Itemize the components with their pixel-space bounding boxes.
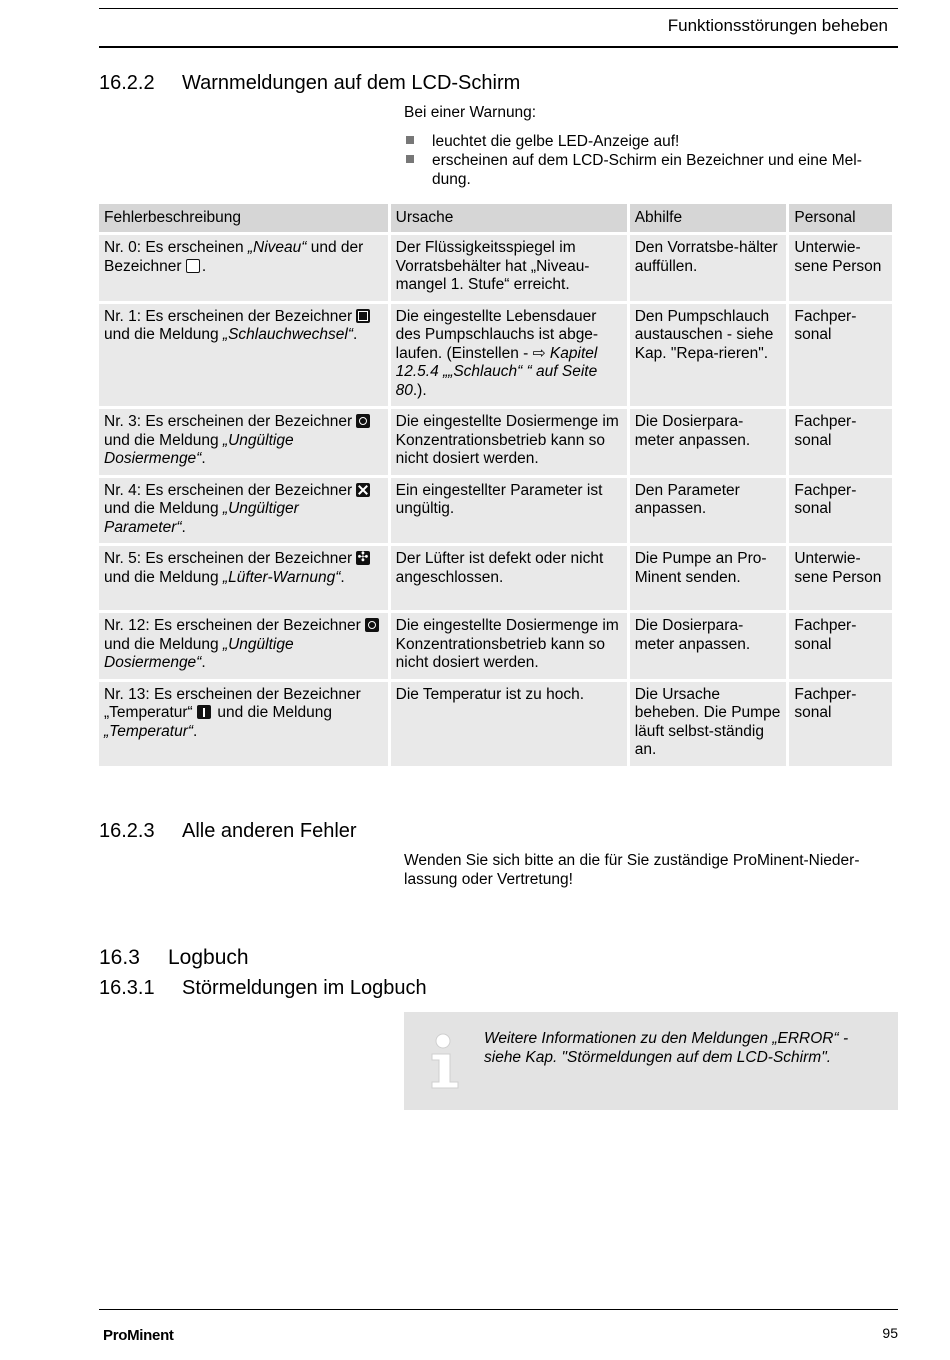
cell-description: Nr. 3: Es erscheinen der Bezeichner und die Meldung „Ungültige Dosiermenge“.: [99, 409, 388, 475]
table-row: [99, 613, 892, 679]
running-header-title: Funktionsstörungen beheben: [667, 16, 888, 35]
cell-cause: Die eingestellte Dosiermenge im Konzentrationsbetrieb kann so nicht dosiert werden.: [391, 409, 627, 475]
cell-remedy: Den Vorratsbe-hälter auffüllen.: [630, 235, 787, 301]
cell-staff: Unterwie-sene Person: [789, 546, 892, 610]
header-bottom-rule: [99, 46, 898, 48]
bullet-square-icon: [406, 155, 414, 163]
section-number: 16.2.2: [99, 72, 155, 94]
cell-description: Nr. 12: Es erscheinen der Bezeichner und die Meldung „Ungültige Dosiermenge“.: [99, 613, 388, 679]
column-header-remedy: Abhilfe: [630, 204, 787, 232]
section-number: 16.3.1: [99, 977, 155, 999]
section-number: 16.2.3: [99, 820, 155, 842]
cell-staff: Fachper-sonal: [789, 409, 892, 475]
table-header-row: [99, 204, 892, 232]
hose-icon: [356, 309, 370, 323]
warning-table: [96, 201, 895, 769]
section-title: Störmeldungen im Logbuch: [182, 977, 427, 999]
cell-staff: Fachper-sonal: [789, 682, 892, 766]
section-heading-16-2-3: [99, 820, 357, 843]
brand-logo: ProMinent: [103, 1327, 174, 1344]
section-title: Logbuch: [168, 946, 249, 969]
cell-description: Nr. 4: Es erscheinen der Bezeichner und die Meldung „Ungültiger Parameter“.: [99, 478, 388, 544]
dosing-icon: [356, 414, 370, 428]
cell-description: Nr. 13: Es erscheinen der Bezeichner „Temperatur“ und die Meldung „Temperatur“.: [99, 682, 388, 766]
section-heading-16-3-1: [99, 977, 427, 1000]
cell-remedy: Die Pumpe an Pro-Minent senden.: [630, 546, 787, 610]
cell-remedy: Den Parameter anpassen.: [630, 478, 787, 544]
bullet-item: erscheinen auf dem LCD-Schirm ein Bezeichner und eine Mel-dung.: [404, 151, 899, 189]
column-header-cause: Ursache: [391, 204, 627, 232]
invalid-parameter-icon: [356, 483, 370, 497]
bullet-square-icon: [406, 136, 414, 144]
cell-cause: Der Lüfter ist defekt oder nicht angeschlossen.: [391, 546, 627, 610]
level-icon: [186, 259, 200, 273]
section-heading-16-3: [99, 946, 249, 970]
header-top-rule: [99, 8, 898, 9]
cell-cause: Die Temperatur ist zu hoch.: [391, 682, 627, 766]
bullet-item: leuchtet die gelbe LED-Anzeige auf!: [404, 132, 899, 151]
section-number: 16.3: [99, 946, 140, 969]
cell-remedy: Die Dosierpara-meter anpassen.: [630, 613, 787, 679]
fan-icon: [356, 551, 370, 565]
warning-intro: Bei einer Warnung:: [404, 104, 537, 121]
info-icon: [428, 1032, 462, 1092]
section-title: Warnmeldungen auf dem LCD-Schirm: [182, 72, 521, 94]
cell-description: Nr. 1: Es erscheinen der Bezeichner und die Meldung „Schlauchwechsel“.: [99, 304, 388, 407]
cell-staff: Fachper-sonal: [789, 613, 892, 679]
cell-staff: Fachper-sonal: [789, 478, 892, 544]
info-text: Weitere Informationen zu den Meldungen „ERROR“ - siehe Kap. "Störmeldungen auf dem LCD-Schirm".: [484, 1030, 849, 1066]
section-heading-16-2-2: [99, 72, 520, 95]
cell-remedy: Die Dosierpara-meter anpassen.: [630, 409, 787, 475]
table-row: [99, 235, 892, 301]
section-title: Alle anderen Fehler: [182, 820, 357, 842]
table-row: [99, 478, 892, 544]
table-row: [99, 546, 892, 610]
cell-remedy: Die Ursache beheben. Die Pumpe läuft selbst-ständig an.: [630, 682, 787, 766]
cell-description: Nr. 5: Es erscheinen der Bezeichner ✣ und die Meldung „Lüfter-Warnung“.: [99, 546, 388, 610]
cell-cause: Ein eingestellter Parameter ist ungültig.: [391, 478, 627, 544]
link-arrow-icon: ⇨: [532, 344, 550, 362]
cell-cause: Die eingestellte Dosiermenge im Konzentrationsbetrieb kann so nicht dosiert werden.: [391, 613, 627, 679]
column-header-description: Fehlerbeschreibung: [99, 204, 388, 232]
warning-bullet-list: [404, 132, 899, 189]
cell-remedy: Den Pumpschlauch austauschen - siehe Kap. "Repa-rieren".: [630, 304, 787, 407]
cell-staff: Fachper-sonal: [789, 304, 892, 407]
column-header-staff: Personal: [789, 204, 892, 232]
other-errors-text: Wenden Sie sich bitte an die für Sie zuständige ProMinent-Nieder-lassung oder Vertretung!: [404, 852, 860, 888]
chapter-link[interactable]: Kapitel 12.5.4 „„Schlauch“ “ auf Seite 80: [395, 344, 598, 399]
page-number: 95: [882, 1325, 898, 1341]
table-row: [99, 682, 892, 766]
cell-description: Nr. 0: Es erscheinen „Niveau“ und der Bezeichner .: [99, 235, 388, 301]
table-row: [99, 409, 892, 475]
table-row: [99, 304, 892, 407]
info-box: [404, 1012, 898, 1110]
cell-staff: Unterwie-sene Person: [789, 235, 892, 301]
dosing-icon: [365, 618, 379, 632]
cell-cause: Der Flüssigkeitsspiegel im Vorratsbehälter hat „Niveau-mangel 1. Stufe“ erreicht.: [391, 235, 627, 301]
cell-cause: Die eingestellte Lebensdauer des Pumpschlauchs ist abge-laufen. (Einstellen - ⇨ Kapitel 12.5.4 „„Schlauch“ “ auf Seite 80.).: [391, 304, 627, 407]
footer-rule: [99, 1309, 898, 1310]
temperature-icon: [197, 705, 211, 719]
